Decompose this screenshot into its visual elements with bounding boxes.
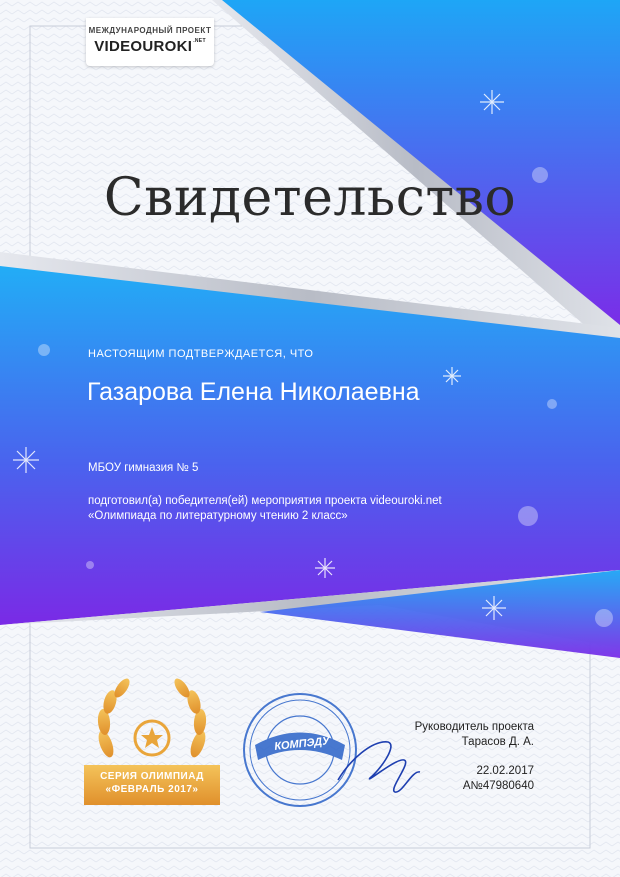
description-line-2: «Олимпиада по литературному чтению 2 класс» <box>88 510 348 522</box>
brand-top-label: МЕЖДУНАРОДНЫЙ ПРОЕКТ <box>88 26 212 35</box>
medal-line-2: «ФЕВРАЛЬ 2017» <box>105 784 199 795</box>
stamp-center-text: КОМПЭДУ <box>273 735 331 753</box>
signer-block <box>415 720 534 750</box>
brand-suffix: .NET <box>193 38 206 44</box>
issue-date: 22.02.2017 <box>476 765 534 777</box>
certificate-description <box>88 494 442 524</box>
brand-name-text: VIDEOUROKI <box>94 38 193 55</box>
certificate-title: Свидетельство <box>103 168 517 228</box>
signer-name: Тарасов Д. А. <box>461 736 534 748</box>
signer-role: Руководитель проекта <box>414 721 534 733</box>
description-line-1: подготовил(а) победителя(ей) мероприятия проекта videouroki.net <box>88 495 442 507</box>
issue-number: А№47980640 <box>462 780 534 792</box>
issue-block <box>463 764 534 794</box>
brand-name <box>86 38 214 55</box>
medal-line-1: СЕРИЯ ОЛИМПИАД <box>100 771 204 782</box>
confirm-text: НАСТОЯЩИМ ПОДТВЕРЖДАЕТСЯ, ЧТО <box>88 348 314 360</box>
brand-logo <box>86 18 214 66</box>
recipient-name: Газарова Елена Николаевна <box>87 378 420 406</box>
medal-caption <box>84 770 220 796</box>
recipient-school: МБОУ гимназия № 5 <box>88 462 199 474</box>
